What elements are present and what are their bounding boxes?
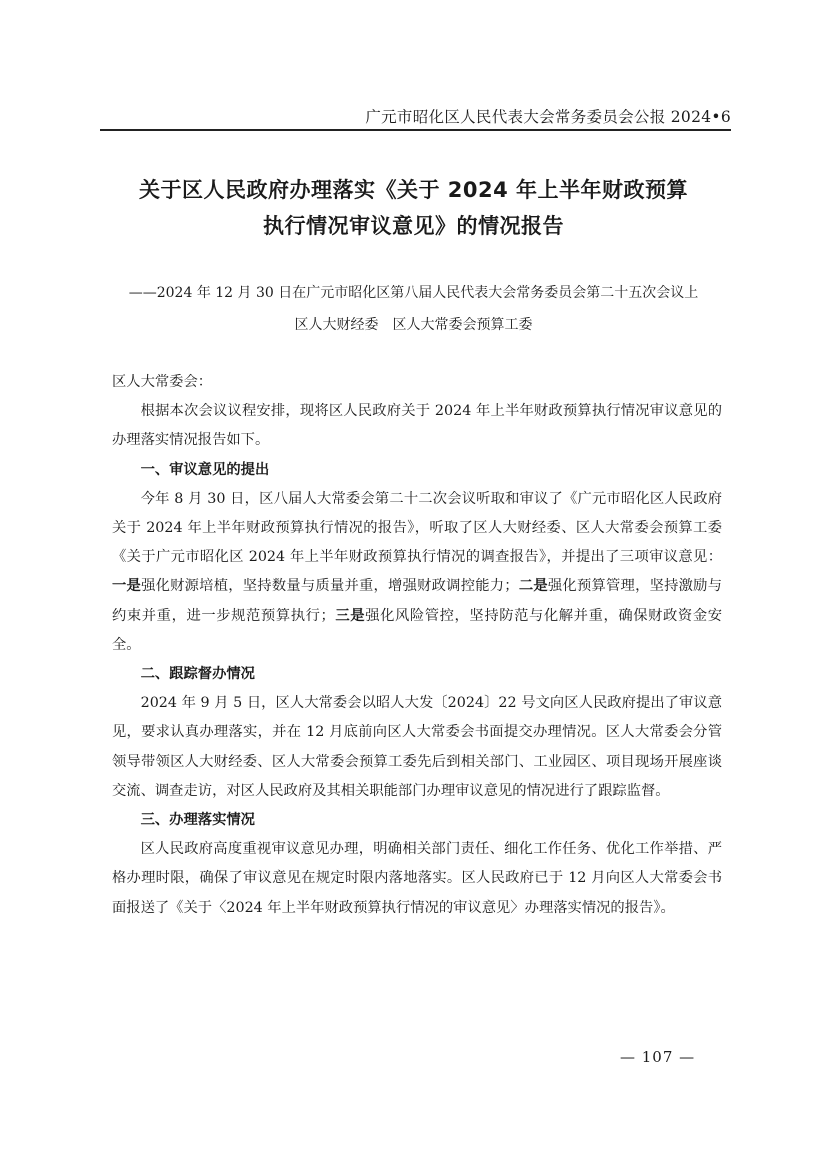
section-3-heading: 三、办理落实情况 [140, 812, 255, 829]
opinion-3-text: 强化风险管控，坚持防范与化解并重，确保财政资金安全。 [112, 607, 723, 653]
document-title-line-2: 执行情况审议意见》的情况报告 [263, 214, 564, 238]
section-2-paragraph: 2024 年 9 月 5 日，区人大常委会以昭人大发〔2024〕22 号文向区人民政府提出了审议意见，要求认真办理落实，并在 12 月底前向区人大常委会书面提交办理情况。区人大常委会分管领导带领区人大财经委、区人大常委会预算工委先后到相关部门、工业园区、项目现场开展座谈交流、调查走访，对区人民政府及其相关职能部门办理审议意见的情况进行了跟踪监督。 [112, 695, 722, 799]
section-3-paragraph: 区人民政府高度重视审议意见办理，明确相关部门责任、细化工作任务、优化工作举措、严格办理时限，确保了审议意见在规定时限内落地落实。区人民政府已于 12 月向区人大常委会书面报送了《关于〈2024 年上半年财政预算执行情况的审议意见〉办理落实情况的报告》。 [112, 841, 722, 916]
section-2-heading: 二、跟踪督办情况 [140, 666, 255, 683]
emphasis-second: 二是 [518, 578, 548, 595]
emphasis-first: 一是 [112, 578, 142, 595]
header-text: 广元市昭化区人民代表大会常务委员会公报 2024•6 [365, 108, 731, 126]
subtitle-line-2: 区人大财经委 区人大常委会预算工委 [294, 317, 533, 333]
subtitle-line-1: ——2024 年 12 月 30 日在广元市昭化区第八届人民代表大会常务委员会第二十五次会议上 [128, 285, 699, 301]
salutation: 区人大常委会： [112, 374, 213, 390]
opinion-1-text: 强化财源培植，坚持数量与质量并重，增强财政调控能力； [141, 578, 519, 595]
document-title-line-1: 关于区人民政府办理落实《关于 2024 年上半年财政预算 [138, 178, 689, 202]
section-1-paragraph [112, 485, 722, 660]
section-1-heading: 一、审议意见的提出 [140, 461, 270, 478]
page-number: — 107 — [620, 1048, 696, 1066]
intro-paragraph: 根据本次会议议程安排，现将区人民政府关于 2024 年上半年财政预算执行情况审议意见的办理落实情况报告如下。 [112, 403, 722, 449]
page-header [100, 103, 731, 131]
opinion-2-text: 强化预算管理，坚持激励与约束并重，进一步规范预算执行； [112, 578, 723, 624]
section-1-text: 今年 8 月 30 日，区八届人大常委会第二十二次会议听取和审议了《广元市昭化区人民政府关于 2024 年上半年财政预算执行情况的报告》，听取了区人大财经委、区人大常委会预算工委《关于广元市昭化区 2024 年上半年财政预算执行情况的调查报告》，并提出了三项审议意见： [112, 490, 722, 566]
emphasis-third: 三是 [334, 607, 366, 624]
document-body [112, 368, 722, 923]
